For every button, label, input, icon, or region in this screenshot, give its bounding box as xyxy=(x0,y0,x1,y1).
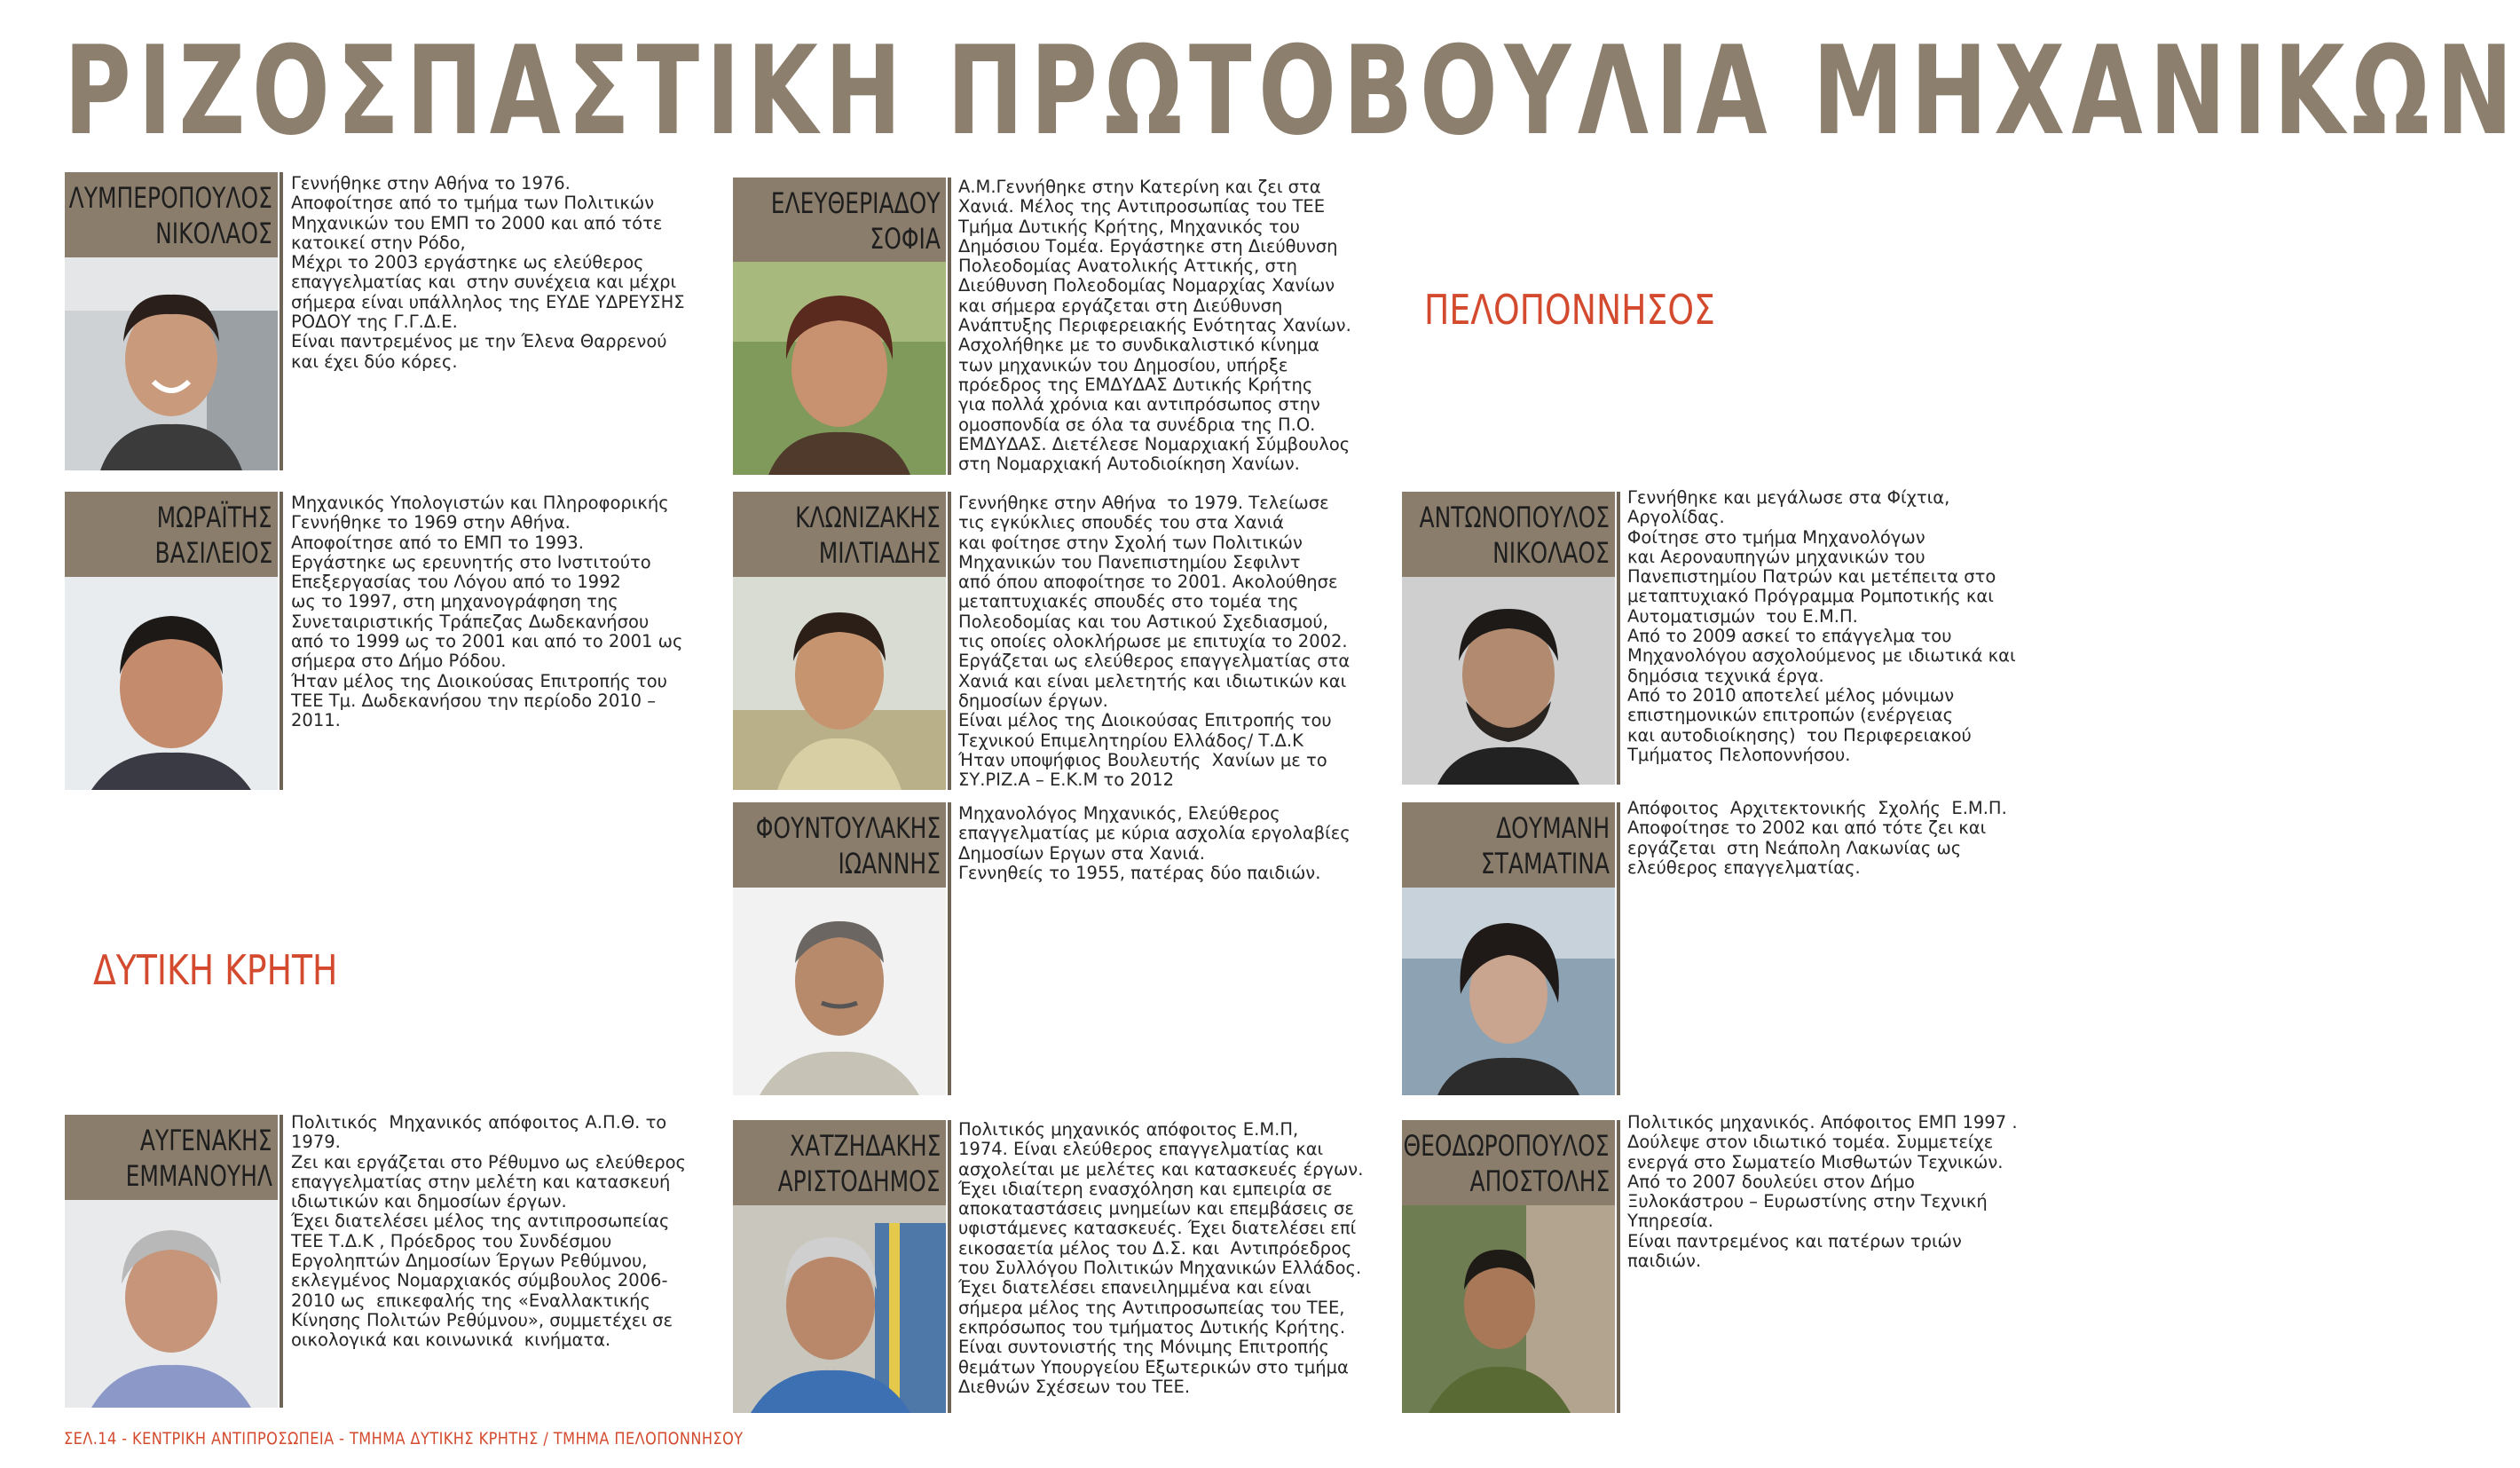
name-box xyxy=(1402,492,1615,577)
divider xyxy=(1617,1120,1620,1413)
candidate-card xyxy=(1402,802,1615,1095)
divider xyxy=(280,172,283,470)
candidate-firstname: ΣΤΑΜΑΤΙΝΑ xyxy=(1480,847,1610,880)
candidate-surname: ΕΛΕΥΘΕΡΙΑΔΟΥ xyxy=(771,186,941,220)
candidate-surname: ΚΛΩΝΙΖΑΚΗΣ xyxy=(795,501,941,534)
candidate-firstname: ΑΡΙΣΤΟΔΗΜΟΣ xyxy=(778,1164,941,1198)
candidate-card xyxy=(733,802,946,1095)
candidate-photo xyxy=(1402,1205,1615,1413)
candidate-photo xyxy=(65,577,278,790)
candidate-bio: Πολιτικός μηχανικός απόφοιτος Ε.Μ.Π, 1974. Είναι ελεύθερος επαγγελματίας και ασχολείται με μελέτες και κατασκευές έργων. Έχει ιδιαίτερη ενασχόληση και εμπειρία σε αποκαταστάσεις μνημείων και επεμβάσεις σε υφιστάμενες κατασκευές. Έχει διατελέσει επί εικοσαετία μέλος του Δ.Σ. και Αντιπρόεδρος του Συλλόγου Πολιτικών Μηχανικών Ελλάδος. Έχει διατελέσει επανειλημμένα και είναι σήμερα μέλος της Αντιπροσωπείας του ΤΕΕ, εκπρόσωπος του τμήματος Δυτικής Κρήτης. Είναι συντονιστής της Μόνιμης Επιτροπής θεμάτων Υπουργείου Εξωτερικών στο τμήμα Διεθνών Σχέσεων του ΤΕΕ. xyxy=(958,1119,1364,1397)
candidate-firstname: ΣΟΦΙΑ xyxy=(870,222,941,256)
candidate-bio: Μηχανολόγος Μηχανικός, Ελεύθερος επαγγελματίας με κύρια ασχολία εργολαβίες Δημοσίων Εργων στα Χανιά. Γεννηθείς το 1955, πατέρας δύο παιδιών. xyxy=(958,803,1351,883)
region-heading-dytiki-kriti: ΔΥΤΙΚΗ ΚΡΗΤΗ xyxy=(93,946,338,994)
candidate-firstname: ΜΙΛΤΙΑΔΗΣ xyxy=(818,536,941,570)
candidate-card xyxy=(733,1120,946,1413)
name-box xyxy=(65,172,278,257)
candidate-bio: Απόφοιτος Αρχιτεκτονικής Σχολής Ε.Μ.Π. Αποφοίτησε το 2002 και από τότε ζει και εργάζεται στη Νεάπολη Λακωνίας ως ελεύθερος επαγγελματίας. xyxy=(1627,798,2007,878)
divider xyxy=(948,1120,951,1413)
candidate-photo xyxy=(733,262,946,475)
divider xyxy=(1617,802,1620,1095)
candidate-firstname: ΙΩΑΝΝΗΣ xyxy=(838,847,941,880)
region-heading-peloponnisos: ΠΕΛΟΠΟΝΝΗΣΟΣ xyxy=(1424,286,1715,334)
candidate-card xyxy=(733,178,946,475)
candidate-card xyxy=(65,172,278,470)
candidate-photo xyxy=(1402,577,1615,785)
candidate-firstname: ΝΙΚΟΛΑΟΣ xyxy=(1492,536,1610,570)
candidate-surname: ΑΝΤΩΝΟΠΟΥΛΟΣ xyxy=(1419,501,1610,534)
name-box xyxy=(1402,1120,1615,1205)
candidate-surname: ΛΥΜΠΕΡΟΠΟΥΛΟΣ xyxy=(68,181,272,215)
name-box xyxy=(65,492,278,577)
divider xyxy=(948,802,951,1095)
candidate-card xyxy=(1402,492,1615,785)
candidate-card xyxy=(733,492,946,790)
candidate-surname: ΧΑΤΖΗΔΑΚΗΣ xyxy=(789,1129,941,1163)
name-box xyxy=(733,492,946,577)
candidate-card xyxy=(65,1115,278,1408)
divider xyxy=(280,1115,283,1408)
candidate-photo xyxy=(1402,888,1615,1095)
candidate-firstname: ΒΑΣΙΛΕΙΟΣ xyxy=(154,536,272,570)
divider xyxy=(280,492,283,790)
candidate-photo xyxy=(733,1205,946,1413)
candidate-bio: Α.Μ.Γεννήθηκε στην Κατερίνη και ζει στα Χανιά. Μέλος της Αντιπροσωπίας του ΤΕΕ Τμήμα Δυτικής Κρήτης, Μηχανικός του Δημόσιου Τομέα. Εργάστηκε στη Διεύθυνση Πολεοδομίας Ανατολικής Αττικής, στη Διεύθυνση Πολεοδομίας Νομαρχίας Χανίων και σήμερα εργάζεται στη Διεύθυνση Ανάπτυξης Περιφερειακής Ενότητας Χανίων. Ασχολήθηκε με το συνδικαλιστικό κίνημα των μηχανικών του Δημοσίου, υπήρξε πρόεδρος της ΕΜΔΥΔΑΣ Δυτικής Κρήτης για πολλά χρόνια και αντιπρόσωπος στην ομοσπονδία σε όλα τα συνέδρια της Π.Ο. ΕΜΔΥΔΑΣ. Διετέλεσε Νομαρχιακή Σύμβουλος στη Νομαρχιακή Αυτοδιοίκηση Χανίων. xyxy=(958,177,1351,475)
divider xyxy=(948,178,951,475)
candidate-firstname: ΝΙΚΟΛΑΟΣ xyxy=(155,217,272,250)
candidate-surname: ΑΥΓΕΝΑΚΗΣ xyxy=(140,1124,272,1157)
page-title: ΡΙΖΟΣΠΑΣΤΙΚΗ ΠΡΩΤΟΒΟΥΛΙΑ ΜΗΧΑΝΙΚΩΝ xyxy=(64,20,2520,162)
candidate-photo xyxy=(65,257,278,470)
divider xyxy=(1617,492,1620,785)
candidate-bio: Πολιτικός μηχανικός. Απόφοιτος ΕΜΠ 1997 . Δούλεψε στον ιδιωτικό τομέα. Συμμετείχε ενεργά στο Σωματείο Μισθωτών Τεχνικών. Από το 2007 δουλεύει στον Δήμο Ξυλοκάστρου – Ευρωστίνης στην Τεχνική Υπηρεσία. Είναι παντρεμένος και πατέρων τριών παιδιών. xyxy=(1627,1112,2018,1272)
candidate-surname: ΦΟΥΝΤΟΥΛΑΚΗΣ xyxy=(755,811,941,845)
candidate-bio: Πολιτικός Μηχανικός απόφοιτος Α.Π.Θ. το 1979. Ζει και εργάζεται στο Ρέθυμνο ως ελεύθερος επαγγελματίας στην μελέτη και κατασκευή ιδιωτικών και δημοσίων έργων. Έχει διατελέσει μέλος της αντιπροσωπείας ΤΕΕ Τ.Δ.Κ , Πρόεδρος του Συνδέσμου Εργοληπτών Δημοσίων Έργων Ρεθύμνου, εκλεγμένος Νομαρχιακός σύμβουλος 2006- 2010 ως επικεφαλής της «Εναλλακτικής Κίνησης Πολιτών Ρεθύμνου», συμμετέχει σε οικολογικά και κοινωνικά κινήματα. xyxy=(291,1112,686,1351)
divider xyxy=(948,492,951,790)
candidate-bio: Μηχανικός Υπολογιστών και Πληροφορικής Γεννήθηκε το 1969 στην Αθήνα. Αποφοίτησε από το ΕΜΠ το 1993. Εργάστηκε ως ερευνητής στο Ινστιτούτο Επεξεργασίας του Λόγου από το 1992 ως το 1997, στη μηχανογράφηση της Συνεταιριστικής Τράπεζας Δωδεκανήσου από το 1999 ως το 2001 και από το 2001 ως σήμερα στο Δήμο Ρόδου. Ήταν μέλος της Διοικούσας Επιτροπής του ΤΕΕ Τμ. Δωδεκανήσου την περίοδο 2010 – 2011. xyxy=(291,493,683,731)
candidate-firstname: ΑΠΟΣΤΟΛΗΣ xyxy=(1469,1164,1610,1198)
name-box xyxy=(1402,802,1615,888)
candidate-photo xyxy=(65,1200,278,1408)
candidate-surname: ΜΩΡΑΪΤΗΣ xyxy=(157,501,272,534)
name-box xyxy=(733,1120,946,1205)
name-box xyxy=(733,178,946,262)
candidate-surname: ΘΕΟΔΩΡΟΠΟΥΛΟΣ xyxy=(1403,1129,1610,1163)
candidate-bio: Γεννήθηκε και μεγάλωσε στα Φίχτια, Αργολίδας. Φοίτησε στο τμήμα Μηχανολόγων και Αεροναυπηγών μηχανικών του Πανεπιστημίου Πατρών και μετέπειτα στο μεταπτυχιακό Πρόγραμμα Ρομποτικής και Αυτοματισμών του Ε.Μ.Π. Από το 2009 ασκεί το επάγγελμα του Μηχανολόγου ασχολούμενος με ιδιωτικά και δημόσια τεχνικά έργα. Από το 2010 αποτελεί μέλος μόνιμων επιστημονικών επιτροπών (ενέργειας και αυτοδιοίκησης) του Περιφερειακού Τμήματος Πελοποννήσου. xyxy=(1627,487,2016,765)
candidate-photo xyxy=(733,577,946,790)
candidate-card xyxy=(65,492,278,790)
candidate-bio: Γεννήθηκε στην Αθήνα το 1979. Τελείωσε τις εγκύκλιες σπουδές του στα Χανιά και φοίτησε στην Σχολή των Πολιτικών Μηχανικών του Πανεπιστημίου Σεφιλντ από όπου αποφοίτησε το 2001. Ακολούθησε μεταπτυχιακές σπουδές στο τομέα της Πολεοδομίας και του Αστικού Σχεδιασμού, τις οποίες ολοκλήρωσε με επιτυχία το 2002. Εργάζεται ως ελεύθερος επαγγελματίας στα Χανιά και είναι μελετητής και ιδιωτικών και δημοσίων έργων. Είναι μέλος της Διοικούσας Επιτροπής του Τεχνικού Επιμελητηρίου Ελλάδος/ Τ.Δ.Κ Ήταν υποψήφιος Βουλευτής Χανίων με το ΣΥ.ΡΙΖ.Α – Ε.Κ.Μ το 2012 xyxy=(958,493,1351,791)
candidate-bio: Γεννήθηκε στην Αθήνα το 1976. Αποφοίτησε από το τμήμα των Πολιτικών Μηχανικών του ΕΜΠ το 2000 και από τότε κατοικεί στην Ρόδο, Μέχρι το 2003 εργάστηκε ως ελεύθερος επαγγελματίας και στην συνέχεια και μέχρι σήμερα είναι υπάλληλος της ΕΥΔΕ ΥΔΡΕΥΣΗΣ ΡΟΔΟΥ της Γ.Γ.Δ.Ε. Είναι παντρεμένος με την Έλενα Θαρρενού και έχει δύο κόρες. xyxy=(291,173,685,372)
candidate-card xyxy=(1402,1120,1615,1413)
candidate-firstname: ΕΜΜΑΝΟΥΗΛ xyxy=(125,1159,272,1193)
name-box xyxy=(733,802,946,888)
candidate-surname: ΔΟΥΜΑΝΗ xyxy=(1495,811,1610,845)
candidate-photo xyxy=(733,888,946,1095)
name-box xyxy=(65,1115,278,1200)
page-footer: ΣΕΛ.14 - ΚΕΝΤΡΙΚΗ ΑΝΤΙΠΡΟΣΩΠΕΙΑ - ΤΜΗΜΑ ΔΥΤΙΚΗΣ ΚΡΗΤΗΣ / ΤΜΗΜΑ ΠΕΛΟΠΟΝΝΗΣΟΥ xyxy=(64,1429,744,1448)
